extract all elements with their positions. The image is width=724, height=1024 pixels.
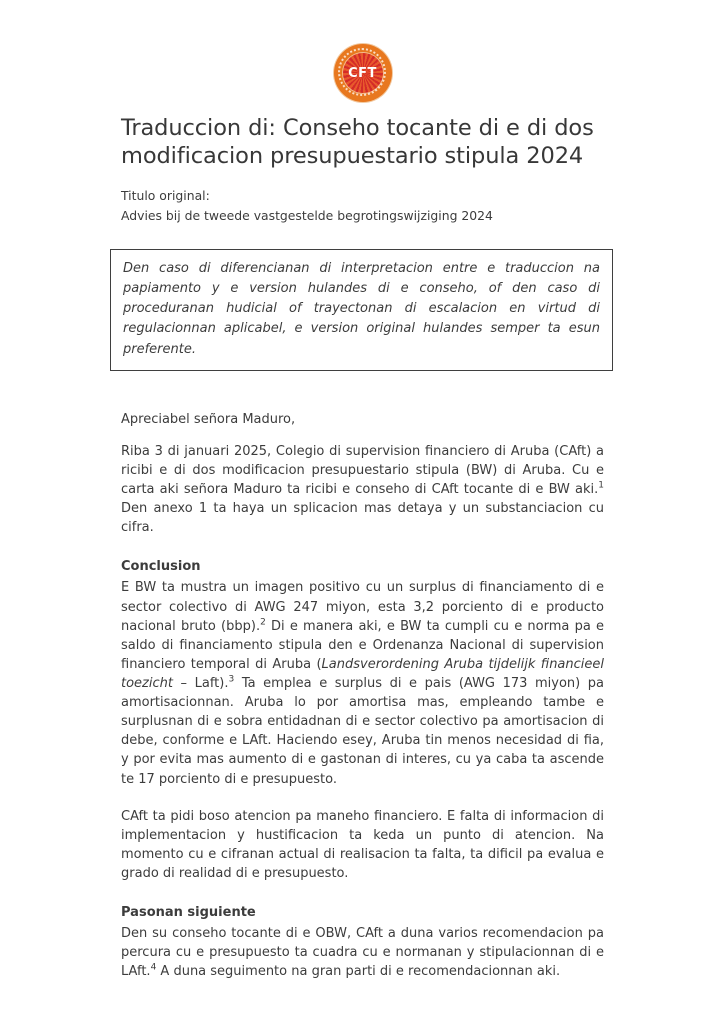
footnote-ref: 2 [260, 617, 266, 628]
paragraph-text: Den su conseho tocante di e OBW, CAft a duna varios recomendacion pa percura cu e presupuesto ta cuadra cu e normanan y stipulacionnan di e LAft. [121, 926, 604, 980]
paragraph-text: – Laft). [172, 675, 229, 691]
paragraph-text: Ta emplea e surplus di e pais (AWG 173 miyon) pa amortisacionnan. Aruba lo por amortisa mas, empleando tambe e surplusnan di e sobra entidadnan di e sector colectivo pa amortisacion di debe, conforme e LAft. Haciendo esey, Aruba tin menos necesidad di fia, y por evita mas aumento di e gastonan di interes, cu ya caba ta ascende te 17 porciento di e presupuesto. [121, 675, 605, 787]
original-title-block [121, 186, 604, 226]
original-title-text: Advies bij de tweede vastgestelde begrotingswijziging 2024 [121, 207, 493, 223]
paragraph-text: E BW ta mustra un imagen positivo cu un surplus di financiamento di e sector colectivo di AWG 247 miyon, esta 3,2 porciento di e producto nacional bruto (bbp). [121, 580, 604, 634]
cft-logo-seal-icon [334, 44, 392, 102]
disclaimer-box [110, 249, 613, 371]
salutation: Apreciabel señora Maduro, [121, 411, 296, 427]
paragraph-text: Riba 3 di januari 2025, Colegio di supervision financiero di Aruba (CAft) a ricibi e di dos modificacion presupuestario stipula (BW) di Aruba. Cu e carta aki señora Maduro ta ricibi e conseho di CAft tocante di e BW aki. [121, 443, 604, 497]
body-paragraph [121, 442, 604, 538]
document-title: Traduccion di: Conseho tocante di e di dos modificacion presupuestario stipula 2024 [121, 115, 594, 169]
paragraph-text: Den anexo 1 ta haya un splicacion mas detaya y un substanciacion cu cifra. [121, 501, 604, 536]
letter-body [121, 442, 604, 982]
cft-logo [334, 44, 392, 102]
original-title-label: Titulo original: [121, 187, 210, 203]
section-heading: Pasonan siguiente [121, 905, 256, 921]
paragraph-text: Landsverordening Aruba tijdelijk financieel toezicht [121, 656, 605, 691]
section-heading: Conclusion [121, 559, 201, 575]
paragraph-text: A duna seguimento na gran parti di e recomendacionnan aki. [156, 964, 561, 980]
body-paragraph [121, 924, 604, 981]
body-paragraph [121, 578, 604, 788]
disclaimer-text: Den caso di diferencianan di interpretacion entre e traduccion na papiamento y e version hulandes di e conseho, of den caso di proceduranan hudicial of trayectonan di escalacion en virtud di regulacionnan aplicabel, e version original hulandes semper ta esun preferente. [123, 260, 600, 357]
footnote-ref: 3 [228, 674, 235, 685]
body-paragraph [121, 807, 604, 883]
paragraph-text: CAft ta pidi boso atencion pa maneho financiero. E falta di informacion di implementacion y hustificacion ta keda un punto di atencion. Na momento cu e cifranan actual di realisacion ta falta, ta dificil pa evalua e grado di realidad di e presupuesto. [121, 808, 604, 881]
cft-logo-ring-text-icon [338, 48, 386, 96]
footnote-ref: 1 [598, 480, 604, 491]
footnote-ref: 4 [150, 963, 157, 974]
paragraph-text: Di e manera aki, e BW ta cumpli cu e norma pa e saldo di financiamento stipula den e Ordenanza Nacional di supervision financiero temporal di Aruba ( [121, 618, 604, 672]
cft-logo-text: CFT [348, 65, 377, 81]
